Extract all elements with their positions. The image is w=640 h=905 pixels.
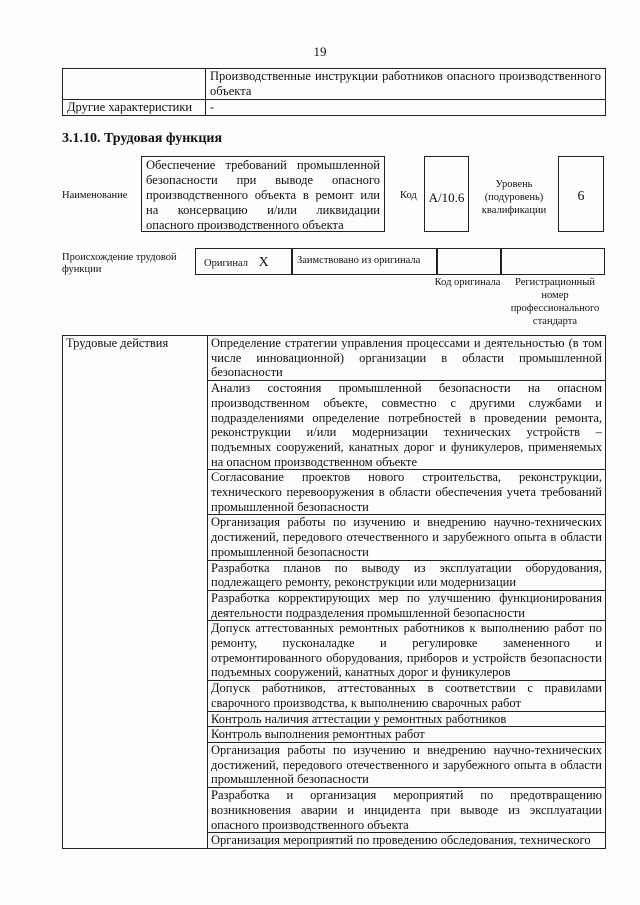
original-cell (195, 248, 292, 275)
labor-action-item: Допуск работников, аттестованных в соответствии с правилами сварочного производства, к выполнению сварочных работ (208, 681, 606, 711)
table-row (63, 100, 606, 116)
labor-action-item: Организация работы по изучению и внедрению научно-технических достижений, передового отечественного и зарубежного опыта в области промышленной безопасности (208, 742, 606, 787)
code-box: А/10.6 (424, 156, 469, 232)
labor-action-item: Организация работы по изучению и внедрению научно-технических достижений, передового отечественного и зарубежного опыта в области промышленной безопасности (208, 515, 606, 560)
row-value: Производственные инструкции работников опасного производственного объекта (206, 69, 606, 100)
original-label: Оригинал (204, 258, 248, 269)
labor-action-item: Контроль наличия аттестации у ремонтных работников (208, 711, 606, 727)
labor-action-item: Организация мероприятий по проведению обследования, технического (208, 833, 606, 849)
name-label: Наименование (62, 190, 128, 201)
original-mark: Х (258, 255, 269, 270)
level-box: 6 (558, 156, 604, 232)
row-value: - (206, 100, 606, 116)
labor-action-item: Определение стратегии управления процессами и деятельностью (в том числе инновационной) организации в области промышленной безопасности (208, 336, 606, 381)
labor-action-item: Разработка и организация мероприятий по предотвращению возникновения аварии и инцидента при выводе из эксплуатации опасного производственного объекта (208, 788, 606, 833)
table-row (63, 336, 606, 381)
labor-actions-table (62, 335, 606, 849)
original-code-caption: Код оригинала (434, 277, 501, 288)
labor-action-item: Разработка планов по выводу из эксплуатации оборудования, подлежащего ремонту, реконструкции или модернизации (208, 560, 606, 590)
characteristics-table (62, 68, 606, 116)
original-code-cell (437, 248, 501, 275)
table-row (63, 69, 606, 100)
labor-action-item: Разработка корректирующих мер по улучшению функционирования деятельности подразделения промышленной безопасности (208, 590, 606, 620)
code-label: Код (400, 190, 417, 201)
row-label: Другие характеристики (63, 100, 206, 116)
origin-label: Происхождение трудовой функции (62, 252, 177, 275)
labor-action-item: Контроль выполнения ремонтных работ (208, 727, 606, 743)
labor-action-item: Допуск аттестованных ремонтных работников к выполнению работ по ремонту, пусконаладке и регулировке замененного и отремонтированного оборудования, приборов и устройств безопасности подъемных сооружений, канатных дорог и фуникулеров (208, 621, 606, 681)
borrowed-cell: Заимствовано из оригинала (292, 248, 437, 275)
row-label (63, 69, 206, 100)
function-name-box: Обеспечение требований промышленной безопасности при выводе опасного производственного объекта в ремонт или на консервацию и/или ликвидации опасного производственного объекта (141, 156, 385, 232)
labor-actions-label: Трудовые действия (63, 336, 208, 849)
section-title: 3.1.10. Трудовая функция (62, 131, 223, 146)
labor-action-item: Анализ состояния промышленной безопасности на опасном производственном объекте, совместно с другими службами и подразделениями определение потребностей в проведении ремонта, реконструкции и/или модернизации технических устройств – подъемных сооружений, канатных дорог и фуникулеров, применяемых на опасном производственном объекте (208, 381, 606, 470)
level-label: Уровень (подуровень) квалификации (481, 179, 547, 216)
reg-number-caption: Регистрационный номер профессионального стандарта (510, 277, 600, 327)
labor-action-item: Согласование проектов нового строительства, реконструкции, технического перевооружения в области обеспечения учета требований промышленной безопасности (208, 470, 606, 515)
reg-number-cell (501, 248, 605, 275)
page-number: 19 (313, 44, 327, 59)
